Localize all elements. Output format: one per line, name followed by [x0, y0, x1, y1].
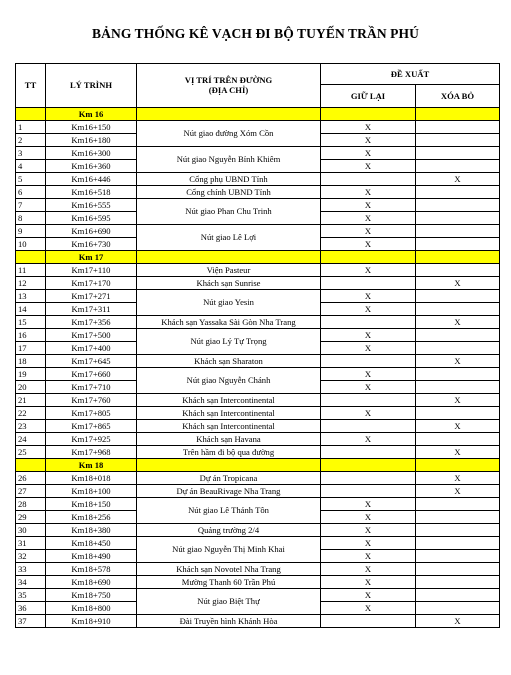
row-tt: 17 — [16, 342, 46, 355]
row-location: Nút giao Biệt Thự — [137, 589, 321, 615]
row-location: Viện Pasteur — [137, 264, 321, 277]
table-row — [16, 186, 500, 199]
row-ly-trinh: Km16+518 — [46, 186, 137, 199]
row-xoa-bo — [416, 303, 500, 316]
page-title: BẢNG THỐNG KÊ VẠCH ĐI BỘ TUYẾN TRẦN PHÚ — [92, 26, 419, 41]
row-xoa-bo — [416, 329, 500, 342]
row-tt: 33 — [16, 563, 46, 576]
row-location: Khách sạn Intercontinental — [137, 420, 321, 433]
row-ly-trinh: Km17+271 — [46, 290, 137, 303]
table-row — [16, 433, 500, 446]
row-xoa-bo — [416, 511, 500, 524]
row-xoa-bo: X — [416, 394, 500, 407]
row-giu-lai: X — [321, 576, 416, 589]
row-tt: 37 — [16, 615, 46, 628]
row-xoa-bo — [416, 563, 500, 576]
table-row — [16, 316, 500, 329]
row-ly-trinh: Km17+805 — [46, 407, 137, 420]
row-tt: 28 — [16, 498, 46, 511]
section-row — [16, 251, 500, 264]
section-tt-cell — [16, 108, 46, 121]
row-xoa-bo — [416, 134, 500, 147]
row-xoa-bo — [416, 498, 500, 511]
row-location: Cổng phụ UBND Tỉnh — [137, 173, 321, 186]
row-location: Cổng chính UBND Tỉnh — [137, 186, 321, 199]
row-ly-trinh: Km17+400 — [46, 342, 137, 355]
row-xoa-bo: X — [416, 485, 500, 498]
row-xoa-bo — [416, 381, 500, 394]
row-ly-trinh: Km18+490 — [46, 550, 137, 563]
row-ly-trinh: Km16+300 — [46, 147, 137, 160]
row-giu-lai: X — [321, 147, 416, 160]
row-ly-trinh: Km17+865 — [46, 420, 137, 433]
header-vi-tri — [137, 64, 321, 108]
row-ly-trinh: Km18+800 — [46, 602, 137, 615]
row-xoa-bo — [416, 602, 500, 615]
section-fill-cell — [321, 108, 416, 121]
row-tt: 3 — [16, 147, 46, 160]
row-location: Khách sạn Sharaton — [137, 355, 321, 368]
row-tt: 5 — [16, 173, 46, 186]
row-giu-lai: X — [321, 199, 416, 212]
table-row — [16, 420, 500, 433]
row-tt: 22 — [16, 407, 46, 420]
section-row — [16, 459, 500, 472]
row-xoa-bo — [416, 576, 500, 589]
table-row — [16, 121, 500, 134]
row-xoa-bo — [416, 160, 500, 173]
header-de-xuat: ĐỀ XUẤT — [321, 64, 500, 85]
row-ly-trinh: Km17+170 — [46, 277, 137, 290]
row-giu-lai: X — [321, 433, 416, 446]
row-location: Đài Truyền hình Khánh Hòa — [137, 615, 321, 628]
row-ly-trinh: Km16+690 — [46, 225, 137, 238]
row-giu-lai — [321, 485, 416, 498]
table-row — [16, 524, 500, 537]
row-tt: 7 — [16, 199, 46, 212]
row-giu-lai: X — [321, 264, 416, 277]
row-giu-lai: X — [321, 186, 416, 199]
row-tt: 35 — [16, 589, 46, 602]
row-giu-lai — [321, 355, 416, 368]
row-location: Nút giao Lê Lợi — [137, 225, 321, 251]
row-tt: 16 — [16, 329, 46, 342]
row-giu-lai — [321, 316, 416, 329]
row-xoa-bo: X — [416, 355, 500, 368]
row-tt: 29 — [16, 511, 46, 524]
row-giu-lai: X — [321, 511, 416, 524]
row-ly-trinh: Km18+578 — [46, 563, 137, 576]
row-ly-trinh: Km18+256 — [46, 511, 137, 524]
row-giu-lai: X — [321, 537, 416, 550]
row-ly-trinh: Km16+446 — [46, 173, 137, 186]
row-tt: 1 — [16, 121, 46, 134]
row-ly-trinh: Km17+968 — [46, 446, 137, 459]
row-xoa-bo: X — [416, 472, 500, 485]
row-giu-lai: X — [321, 342, 416, 355]
row-tt: 20 — [16, 381, 46, 394]
table-row — [16, 368, 500, 381]
row-ly-trinh: Km18+150 — [46, 498, 137, 511]
section-fill-cell — [416, 459, 500, 472]
row-location: Khách sạn Novotel Nha Trang — [137, 563, 321, 576]
row-tt: 8 — [16, 212, 46, 225]
row-xoa-bo — [416, 238, 500, 251]
row-ly-trinh: Km18+690 — [46, 576, 137, 589]
row-giu-lai: X — [321, 498, 416, 511]
table-row — [16, 290, 500, 303]
row-ly-trinh: Km17+760 — [46, 394, 137, 407]
row-xoa-bo — [416, 290, 500, 303]
header-vi-tri-line1: VỊ TRÍ TRÊN ĐƯỜNG — [184, 75, 273, 86]
row-tt: 32 — [16, 550, 46, 563]
table-row — [16, 446, 500, 459]
row-tt: 27 — [16, 485, 46, 498]
row-xoa-bo — [416, 550, 500, 563]
section-row — [16, 108, 500, 121]
row-location: Nút giao Yesin — [137, 290, 321, 316]
row-location: Khách sạn Sunrise — [137, 277, 321, 290]
table-row — [16, 615, 500, 628]
row-ly-trinh: Km18+450 — [46, 537, 137, 550]
table-row — [16, 225, 500, 238]
row-tt: 19 — [16, 368, 46, 381]
row-ly-trinh: Km18+100 — [46, 485, 137, 498]
row-ly-trinh: Km17+645 — [46, 355, 137, 368]
row-xoa-bo — [416, 589, 500, 602]
row-location: Nút giao Lý Tự Trọng — [137, 329, 321, 355]
row-tt: 14 — [16, 303, 46, 316]
row-location: Khách sạn Havana — [137, 433, 321, 446]
row-xoa-bo: X — [416, 420, 500, 433]
table-row — [16, 329, 500, 342]
row-giu-lai — [321, 420, 416, 433]
row-xoa-bo — [416, 212, 500, 225]
table-row — [16, 485, 500, 498]
row-xoa-bo — [416, 368, 500, 381]
row-ly-trinh: Km17+660 — [46, 368, 137, 381]
row-giu-lai: X — [321, 238, 416, 251]
table-row — [16, 277, 500, 290]
section-label: Km 18 — [46, 459, 137, 472]
row-ly-trinh: Km17+311 — [46, 303, 137, 316]
row-tt: 2 — [16, 134, 46, 147]
row-ly-trinh: Km18+910 — [46, 615, 137, 628]
row-ly-trinh: Km16+595 — [46, 212, 137, 225]
row-giu-lai: X — [321, 160, 416, 173]
row-xoa-bo: X — [416, 316, 500, 329]
row-xoa-bo — [416, 433, 500, 446]
table-row — [16, 589, 500, 602]
row-ly-trinh: Km17+110 — [46, 264, 137, 277]
row-location: Khách sạn Intercontinental — [137, 394, 321, 407]
row-xoa-bo — [416, 225, 500, 238]
row-ly-trinh: Km16+360 — [46, 160, 137, 173]
row-tt: 23 — [16, 420, 46, 433]
row-tt: 36 — [16, 602, 46, 615]
row-giu-lai: X — [321, 524, 416, 537]
section-fill-cell — [137, 459, 321, 472]
row-tt: 24 — [16, 433, 46, 446]
row-ly-trinh: Km18+750 — [46, 589, 137, 602]
row-xoa-bo — [416, 342, 500, 355]
table-row — [16, 147, 500, 160]
row-location: Nút giao Lê Thánh Tôn — [137, 498, 321, 524]
table-row — [16, 498, 500, 511]
row-tt: 25 — [16, 446, 46, 459]
row-giu-lai: X — [321, 212, 416, 225]
row-location: Nút giao Nguyễn Thị Minh Khai — [137, 537, 321, 563]
row-ly-trinh: Km18+380 — [46, 524, 137, 537]
row-tt: 11 — [16, 264, 46, 277]
row-giu-lai: X — [321, 290, 416, 303]
row-giu-lai: X — [321, 602, 416, 615]
row-location: Nút giao đường Xóm Cồn — [137, 121, 321, 147]
row-giu-lai — [321, 394, 416, 407]
section-fill-cell — [321, 251, 416, 264]
row-location: Nút giao Nguyễn Chánh — [137, 368, 321, 394]
row-tt: 4 — [16, 160, 46, 173]
table-row — [16, 264, 500, 277]
row-location: Mường Thanh 60 Trần Phú — [137, 576, 321, 589]
row-xoa-bo: X — [416, 446, 500, 459]
row-tt: 10 — [16, 238, 46, 251]
section-label: Km 17 — [46, 251, 137, 264]
row-tt: 18 — [16, 355, 46, 368]
row-xoa-bo — [416, 147, 500, 160]
row-location: Dự án Tropicana — [137, 472, 321, 485]
row-giu-lai: X — [321, 121, 416, 134]
row-giu-lai: X — [321, 381, 416, 394]
row-giu-lai — [321, 173, 416, 186]
row-tt: 6 — [16, 186, 46, 199]
row-giu-lai: X — [321, 550, 416, 563]
row-giu-lai — [321, 446, 416, 459]
row-tt: 15 — [16, 316, 46, 329]
header-ly-trinh: LÝ TRÌNH — [46, 64, 137, 108]
header-xoa-bo: XÓA BỎ — [416, 85, 500, 108]
row-giu-lai: X — [321, 329, 416, 342]
row-giu-lai: X — [321, 134, 416, 147]
row-ly-trinh: Km16+555 — [46, 199, 137, 212]
row-location: Nút giao Nguyễn Bỉnh Khiêm — [137, 147, 321, 173]
row-giu-lai: X — [321, 368, 416, 381]
section-tt-cell — [16, 459, 46, 472]
row-location: Nút giao Phan Chu Trinh — [137, 199, 321, 225]
row-ly-trinh: Km16+180 — [46, 134, 137, 147]
row-tt: 9 — [16, 225, 46, 238]
row-xoa-bo: X — [416, 173, 500, 186]
table-body — [16, 108, 500, 628]
row-location: Khách sạn Intercontinental — [137, 407, 321, 420]
table-row — [16, 472, 500, 485]
section-fill-cell — [416, 251, 500, 264]
row-xoa-bo — [416, 186, 500, 199]
table-row — [16, 576, 500, 589]
row-xoa-bo — [416, 121, 500, 134]
row-giu-lai: X — [321, 589, 416, 602]
section-fill-cell — [321, 459, 416, 472]
table-row — [16, 537, 500, 550]
row-tt: 31 — [16, 537, 46, 550]
row-tt: 12 — [16, 277, 46, 290]
row-tt: 21 — [16, 394, 46, 407]
row-tt: 30 — [16, 524, 46, 537]
header-giu-lai: GIỮ LẠI — [321, 85, 416, 108]
row-giu-lai: X — [321, 225, 416, 238]
row-xoa-bo — [416, 537, 500, 550]
row-location: Trên hầm đi bộ qua đường — [137, 446, 321, 459]
row-ly-trinh: Km16+150 — [46, 121, 137, 134]
row-location: Dự án BeauRivage Nha Trang — [137, 485, 321, 498]
row-giu-lai — [321, 615, 416, 628]
row-tt: 34 — [16, 576, 46, 589]
row-giu-lai: X — [321, 303, 416, 316]
table-row — [16, 355, 500, 368]
row-tt: 26 — [16, 472, 46, 485]
table-row — [16, 407, 500, 420]
row-ly-trinh: Km18+018 — [46, 472, 137, 485]
crosswalk-table — [15, 63, 500, 628]
table-header — [16, 64, 500, 108]
row-giu-lai: X — [321, 407, 416, 420]
row-giu-lai — [321, 472, 416, 485]
row-giu-lai — [321, 277, 416, 290]
row-ly-trinh: Km16+730 — [46, 238, 137, 251]
table-row — [16, 199, 500, 212]
row-giu-lai: X — [321, 563, 416, 576]
header-vi-tri-line2: (ĐỊA CHỈ) — [208, 85, 249, 95]
section-tt-cell — [16, 251, 46, 264]
row-xoa-bo: X — [416, 615, 500, 628]
row-xoa-bo — [416, 524, 500, 537]
row-location: Khách sạn Yassaka Sài Gòn Nha Trang — [137, 316, 321, 329]
row-location: Quảng trường 2/4 — [137, 524, 321, 537]
row-xoa-bo — [416, 199, 500, 212]
table-row — [16, 394, 500, 407]
row-ly-trinh: Km17+356 — [46, 316, 137, 329]
header-tt: TT — [16, 64, 46, 108]
table-row — [16, 563, 500, 576]
row-ly-trinh: Km17+925 — [46, 433, 137, 446]
row-xoa-bo — [416, 264, 500, 277]
section-fill-cell — [416, 108, 500, 121]
row-xoa-bo: X — [416, 277, 500, 290]
section-label: Km 16 — [46, 108, 137, 121]
row-ly-trinh: Km17+710 — [46, 381, 137, 394]
section-fill-cell — [137, 251, 321, 264]
table-row — [16, 173, 500, 186]
row-xoa-bo — [416, 407, 500, 420]
row-tt: 13 — [16, 290, 46, 303]
row-ly-trinh: Km17+500 — [46, 329, 137, 342]
section-fill-cell — [137, 108, 321, 121]
